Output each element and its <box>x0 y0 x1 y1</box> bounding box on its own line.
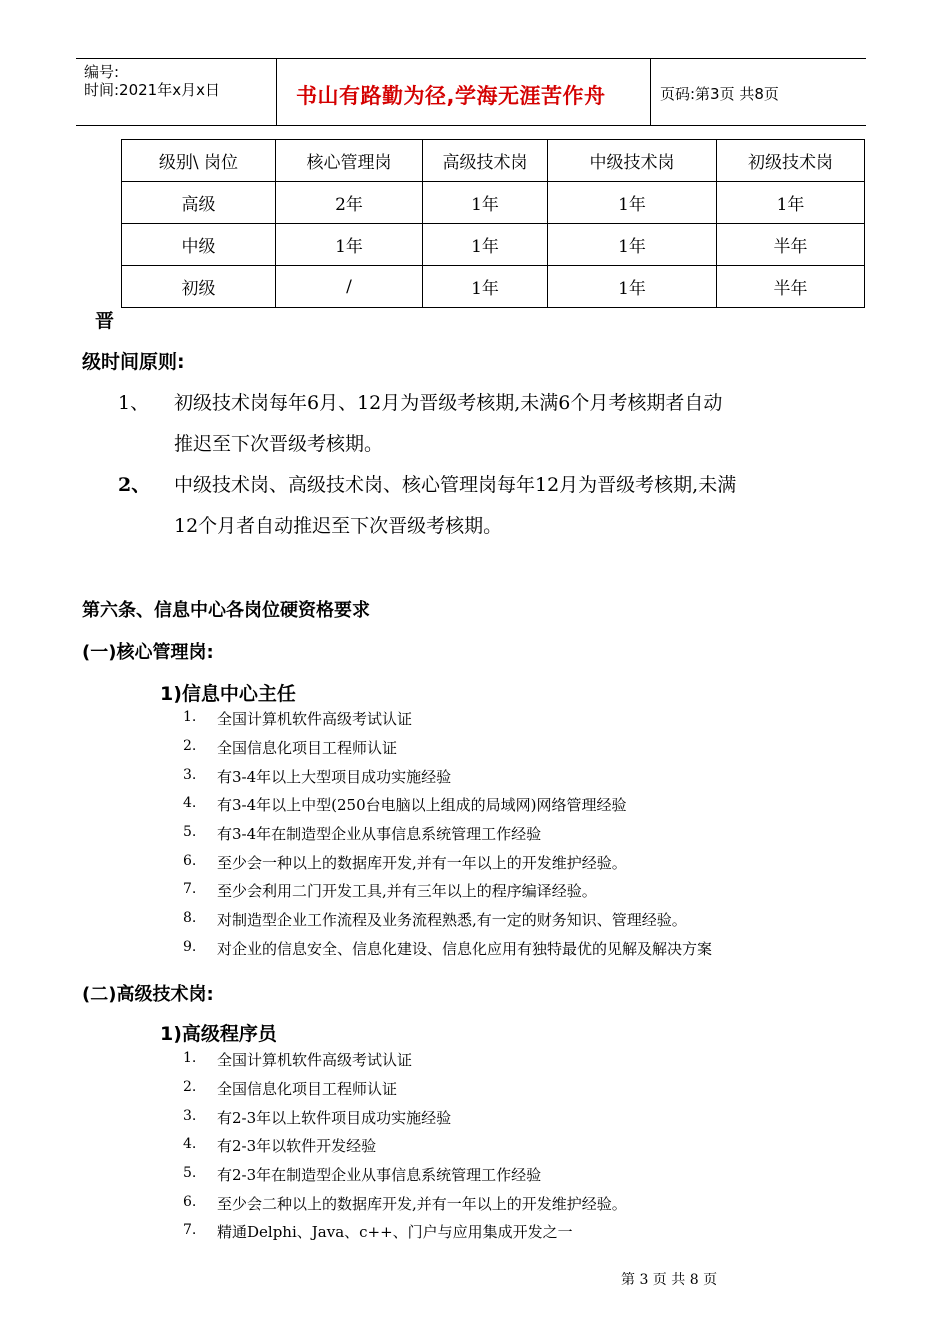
table-header-row <box>122 140 865 182</box>
list-item-number: 2. <box>183 1079 197 1095</box>
list-item: 全国计算机软件高级考试认证 <box>217 1051 413 1069</box>
list-item: 对企业的信息安全、信息化建设、信息化应用有独特最优的见解及解决方案 <box>217 940 713 958</box>
list-item: 全国信息化项目工程师认证 <box>217 739 398 757</box>
list-item: 有2-3年以软件开发经验 <box>217 1137 377 1155</box>
table-cell: 中级 <box>122 224 276 266</box>
list-item: 对制造型企业工作流程及业务流程熟悉,有一定的财务知识、管理经验。 <box>217 911 687 929</box>
principle-title-part2: 级时间原则: <box>82 351 185 373</box>
principle-title-part1: 晋 <box>95 310 115 332</box>
principle-item-text: 初级技术岗每年6月、12月为晋级考核期,未满6个月考核期者自动 <box>174 392 723 414</box>
section-heading: (一)核心管理岗: <box>82 642 214 663</box>
article-title: 第六条、信息中心各岗位硬资格要求 <box>82 600 370 621</box>
list-item-number: 9. <box>183 939 197 955</box>
table-cell: 1年 <box>423 224 548 266</box>
list-item: 有3-4年以上中型(250台电脑以上组成的局域网)网络管理经验 <box>217 796 627 814</box>
table-cell: 1年 <box>548 182 717 224</box>
principle-item-text: 12个月者自动推迟至下次晋级考核期。 <box>174 515 503 537</box>
header-divider <box>276 58 277 125</box>
table-header-cell: 高级技术岗 <box>423 140 548 182</box>
table-cell: 半年 <box>717 266 865 308</box>
role-heading: 1)信息中心主任 <box>160 683 296 705</box>
list-item-number: 8. <box>183 910 197 926</box>
table-row <box>122 182 865 224</box>
page-footer: 第 3 页 共 8 页 <box>621 1272 718 1288</box>
list-item: 精通Delphi、Java、c++、门户与应用集成开发之一 <box>217 1223 573 1241</box>
table-header-cell: 中级技术岗 <box>548 140 717 182</box>
table-header-cell: 核心管理岗 <box>276 140 423 182</box>
list-item-number: 7. <box>183 1222 197 1238</box>
list-item-number: 5. <box>183 824 197 840</box>
principle-item-number: 1、 <box>118 392 150 414</box>
table-cell: 1年 <box>548 224 717 266</box>
table-header-cell: 级别\ 岗位 <box>122 140 276 182</box>
table-cell: 高级 <box>122 182 276 224</box>
table-cell: 1年 <box>548 266 717 308</box>
list-item: 至少会一种以上的数据库开发,并有一年以上的开发维护经验。 <box>217 854 627 872</box>
list-item-number: 3. <box>183 767 197 783</box>
header-motto: 书山有路勤为径,学海无涯苦作舟 <box>296 84 606 108</box>
list-item-number: 4. <box>183 795 197 811</box>
list-item: 有3-4年在制造型企业从事信息系统管理工作经验 <box>217 825 542 843</box>
header-time-label: 时间:2021年x月x日 <box>84 81 220 99</box>
list-item: 有2-3年在制造型企业从事信息系统管理工作经验 <box>217 1166 542 1184</box>
role-heading: 1)高级程序员 <box>160 1023 277 1045</box>
table-cell: 初级 <box>122 266 276 308</box>
principle-item-text: 推迟至下次晋级考核期。 <box>174 433 384 455</box>
list-item: 全国信息化项目工程师认证 <box>217 1080 398 1098</box>
header-divider <box>650 58 651 125</box>
table-cell: / <box>276 266 423 308</box>
header-bottom-rule <box>76 125 866 126</box>
promotion-period-table <box>121 139 865 308</box>
list-item-number: 6. <box>183 1194 197 1210</box>
table-cell: 1年 <box>717 182 865 224</box>
list-item: 至少会利用二门开发工具,并有三年以上的程序编译经验。 <box>217 882 597 900</box>
list-item-number: 1. <box>183 1050 197 1066</box>
table-cell: 1年 <box>423 266 548 308</box>
list-item: 全国计算机软件高级考试认证 <box>217 710 413 728</box>
header-top-rule <box>76 58 866 59</box>
table-cell: 2年 <box>276 182 423 224</box>
table-cell: 半年 <box>717 224 865 266</box>
list-item-number: 4. <box>183 1136 197 1152</box>
list-item-number: 2. <box>183 738 197 754</box>
table-cell: 1年 <box>276 224 423 266</box>
section-heading: (二)高级技术岗: <box>82 984 214 1005</box>
list-item-number: 6. <box>183 853 197 869</box>
principle-item-number: 2、 <box>118 474 151 496</box>
list-item-number: 3. <box>183 1108 197 1124</box>
principle-item-text: 中级技术岗、高级技术岗、核心管理岗每年12月为晋级考核期,未满 <box>174 474 737 496</box>
list-item-number: 5. <box>183 1165 197 1181</box>
list-item-number: 1. <box>183 709 197 725</box>
list-item: 有2-3年以上软件项目成功实施经验 <box>217 1109 452 1127</box>
header-page-label: 页码:第3页 共8页 <box>660 85 779 103</box>
table-row <box>122 266 865 308</box>
list-item: 有3-4年以上大型项目成功实施经验 <box>217 768 452 786</box>
list-item: 至少会二种以上的数据库开发,并有一年以上的开发维护经验。 <box>217 1195 627 1213</box>
table-cell: 1年 <box>423 182 548 224</box>
table-header-cell: 初级技术岗 <box>717 140 865 182</box>
list-item-number: 7. <box>183 881 197 897</box>
header-number-label: 编号: <box>84 63 120 81</box>
table-row <box>122 224 865 266</box>
